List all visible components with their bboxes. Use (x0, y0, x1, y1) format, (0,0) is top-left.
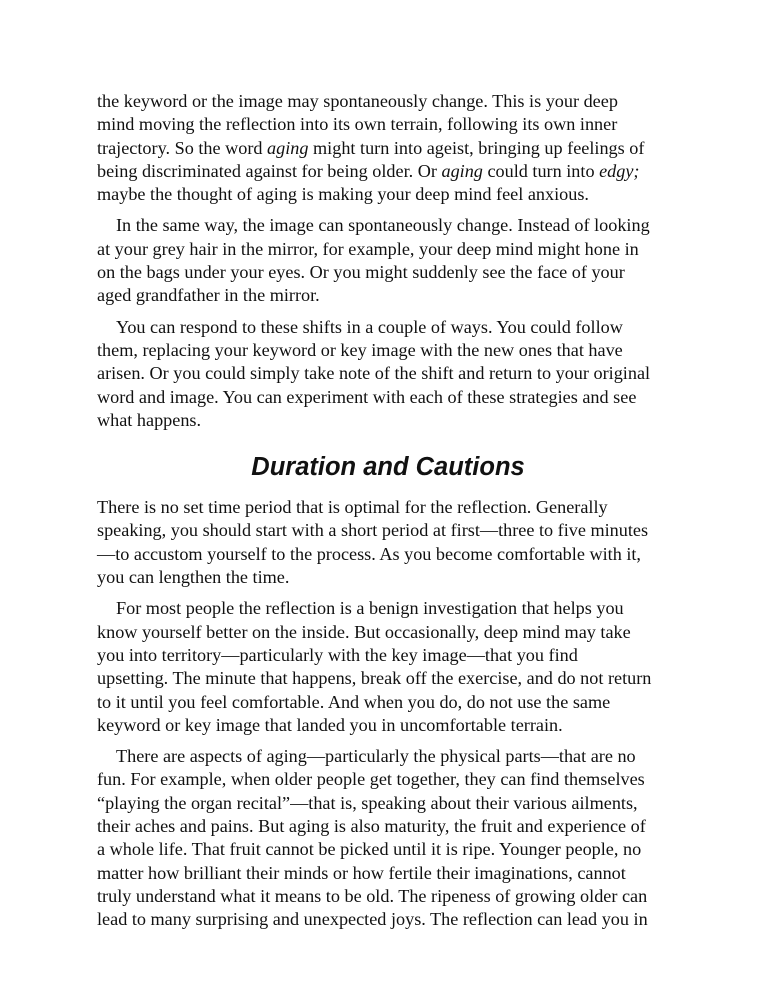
text-run: on the bags under your eyes. Or you might suddenly see the face of your (97, 262, 625, 283)
section-heading: Duration and Cautions (251, 453, 525, 482)
text-run: their aches and pains. But aging is also maturity, the fruit and experience of (97, 816, 646, 837)
text-run: the keyword or the image may spontaneously change. This is your deep (97, 91, 618, 111)
text-line (97, 214, 679, 237)
text-run: what happens. (97, 409, 202, 430)
text-line (97, 543, 679, 566)
text-run: could turn into (482, 160, 600, 181)
text-run: to it until you feel comfortable. And when you do, do not use the same (97, 691, 611, 712)
emphasized-text: aging (441, 160, 483, 181)
text-run: speaking, you should start with a short period at first—three to five minutes (97, 520, 649, 541)
text-line (97, 597, 679, 620)
text-line (97, 261, 679, 284)
body-paragraph (97, 745, 679, 931)
text-run: mind moving the reflection into its own terrain, following its own inner (97, 114, 618, 135)
text-line (97, 885, 679, 908)
text-run: at your grey hair in the mirror, for example, your deep mind might hone in (97, 238, 639, 259)
text-line (97, 566, 679, 589)
document-page (97, 90, 679, 940)
emphasized-text: edgy; (599, 160, 640, 181)
text-line (97, 113, 679, 136)
text-run: you into territory—particularly with the key image—that you find (97, 644, 578, 665)
text-run: fun. For example, when older people get together, they can find themselves (97, 769, 645, 790)
text-run: trajectory. So the word (97, 137, 268, 158)
text-run: a whole life. That fruit cannot be picked until it is ripe. Younger people, no (97, 839, 642, 860)
text-run: them, replacing your keyword or key image with the new ones that have (97, 339, 623, 360)
text-run: “playing the organ recital”—that is, speaking about their various ailments, (97, 792, 638, 813)
text-line (97, 745, 679, 768)
text-run: lead to many surprising and unexpected joys. The reflection can lead you in (97, 909, 648, 930)
text-line (97, 160, 679, 183)
text-line (97, 815, 679, 838)
body-paragraph (97, 214, 679, 307)
text-line (97, 409, 679, 432)
text-line (97, 183, 679, 206)
text-run: word and image. You can experiment with each of these strategies and see (97, 386, 637, 407)
text-line (97, 316, 679, 339)
text-line (97, 644, 679, 667)
text-run: For most people the reflection is a benign investigation that helps you (116, 598, 624, 619)
body-paragraph (97, 90, 679, 206)
text-run: —to accustom yourself to the process. As you become comfortable with it, (97, 543, 641, 564)
text-run: aged grandfather in the mirror. (97, 285, 320, 306)
text-run: There is no set time period that is optimal for the reflection. Generally (97, 497, 608, 518)
text-run: You can respond to these shifts in a couple of ways. You could follow (116, 316, 623, 337)
text-line (97, 90, 679, 113)
text-run: arisen. Or you could simply take note of the shift and return to your original (97, 363, 651, 384)
text-run: In the same way, the image can spontaneously change. Instead of looking (116, 215, 650, 236)
text-run: you can lengthen the time. (97, 567, 290, 588)
text-run: being discriminated against for being older. Or (97, 160, 442, 181)
text-line (97, 714, 679, 737)
body-paragraph (97, 316, 679, 432)
text-line (97, 768, 679, 791)
emphasized-text: aging (267, 137, 309, 158)
body-paragraph (97, 496, 679, 589)
text-line (97, 621, 679, 644)
text-line (97, 137, 679, 160)
text-run: maybe the thought of aging is making your deep mind feel anxious. (97, 184, 589, 205)
text-line (97, 519, 679, 542)
text-line (97, 862, 679, 885)
text-run: might turn into ageist, bringing up feelings of (308, 137, 645, 158)
text-line (97, 838, 679, 861)
text-line (97, 386, 679, 409)
text-line (97, 238, 679, 261)
text-line (97, 362, 679, 385)
text-run: know yourself better on the inside. But occasionally, deep mind may take (97, 621, 631, 642)
text-run: truly understand what it means to be old. The ripeness of growing older can (97, 885, 648, 906)
text-line (97, 908, 679, 931)
text-line (97, 792, 679, 815)
text-line (97, 339, 679, 362)
text-run: matter how brilliant their minds or how fertile their imaginations, cannot (97, 862, 626, 883)
text-line (97, 691, 679, 714)
body-paragraph (97, 597, 679, 737)
text-run: There are aspects of aging—particularly the physical parts—that are no (116, 746, 636, 767)
text-run: keyword or key image that landed you in uncomfortable terrain. (97, 714, 563, 735)
text-line (97, 284, 679, 307)
text-line (97, 496, 679, 519)
text-run: upsetting. The minute that happens, break off the exercise, and do not return (97, 668, 652, 689)
text-line (97, 667, 679, 690)
